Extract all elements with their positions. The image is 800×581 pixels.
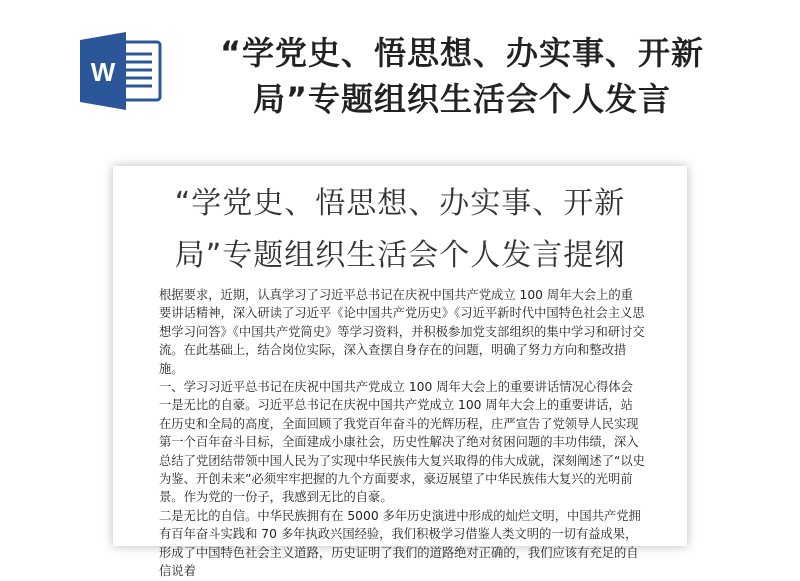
word-document-icon bbox=[76, 30, 164, 112]
header-banner bbox=[0, 0, 800, 150]
paragraph: 二是无比的自信。中华民族拥有在 5000 多年历史演进中形成的灿烂文明，中国共产党拥有百年奋斗实践和 70 多年执政兴国经验，我们积极学习借鉴人类文明的一切有益成果，形成了中国特色社会主义道路，历史证明了我们的道路绝对正确的，我们应该有充足的自信说着 bbox=[159, 508, 641, 579]
document-title: “学党史、悟思想、办实事、开新局”专题组织生活会个人发言提纲 bbox=[174, 186, 626, 273]
document-body bbox=[159, 286, 645, 581]
document-page bbox=[113, 166, 687, 579]
header-title: “学党史、悟思想、办实事、开新局”专题组织生活会个人发言 bbox=[219, 34, 705, 118]
paragraph: 一是无比的自豪。习近平总书记在庆祝中国共产党成立 100 周年大会上的重要讲话，站在历史和全局的高度，全面回顾了我党百年奋斗的光辉历程，庄严宣告了党领导人民实现第一个百年奋斗目标，全面建成小康社会，历史性解决了绝对贫困问题的丰功伟绩，深入总结了党团结带领中国人民为了实现中华民族伟大复兴取得的伟大成就，深刻阐述了“以史为鉴、开创未来”必须牢牢把握的九个方面要求，豪迈展望了中华民族伟大复兴的光明前景。作为党的一份子，我感到无比的自豪。 bbox=[159, 398, 645, 505]
svg-text:W: W bbox=[90, 57, 116, 87]
paragraph: 一、学习习近平总书记在庆祝中国共产党成立 100 周年大会上的重要讲话情况心得体会 bbox=[159, 380, 633, 395]
paragraph: 根据要求，近期，认真学习了习近平总书记在庆祝中国共产党成立 100 周年大会上的重要讲话精神，深入研读了习近平《论中国共产党历史》《习近平新时代中国特色社会主义思想学习问答》《中国共产党简史》等学习资料，并积极参加党支部组织的集中学习和研讨交流。在此基础上，结合岗位实际，深入查摆自身存在的问题，明确了努力方向和整改措施。 bbox=[159, 288, 645, 376]
